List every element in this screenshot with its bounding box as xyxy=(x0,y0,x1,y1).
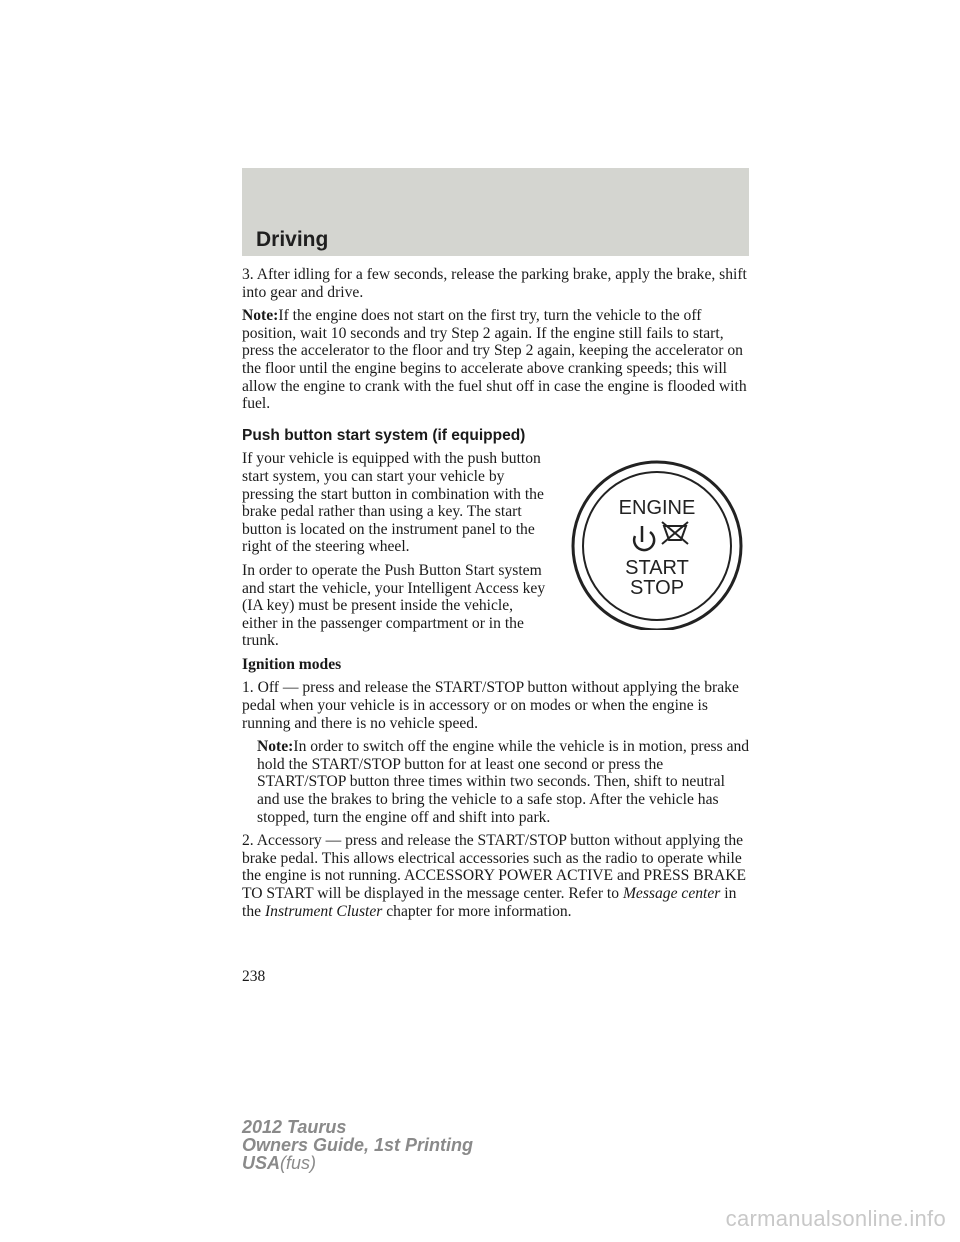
accessory-text-b: in the xyxy=(242,885,737,920)
footer-line-3 xyxy=(242,1154,473,1172)
section-title: Driving xyxy=(256,228,329,251)
mode-accessory-paragraph xyxy=(242,832,750,920)
motion-note-text: In order to switch off the engine while the vehicle is in motion, press and hold the START/STOP button for at least one second or press the START/STOP button three times within two seconds. Then, shift to neutral and use the brakes to bring the vehicle to a safe stop. After the vehicle has stopped, turn the engine off and shift into park. xyxy=(257,738,750,826)
icon-label-stop: STOP xyxy=(629,577,685,600)
instrument-cluster-ref: Instrument Cluster xyxy=(264,902,383,920)
page-body xyxy=(242,266,750,926)
message-center-ref: Message center xyxy=(622,885,721,902)
document-footer xyxy=(242,1118,473,1172)
page-number: 238 xyxy=(242,968,266,985)
note-text: If the engine does not start on the first try, turn the vehicle to the off position, wait 10 seconds and try Step 2 again. If the engine still fails to start, press the accelerator to the floor and try Step 2 again, keeping the accelerator on the floor until the engine begins to accelerate above cranking speeds; this will allow the engine to crank with the fuel shut off in case the engine is flooded with fuel. xyxy=(242,307,747,413)
engine-start-stop-button-icon xyxy=(560,460,750,630)
footer-region: USA xyxy=(242,1153,281,1173)
ignition-modes-heading xyxy=(242,656,750,674)
motion-note-paragraph xyxy=(242,738,750,826)
icon-label-start: START xyxy=(625,557,689,580)
motion-note-label: Note: xyxy=(257,738,294,756)
icon-label-engine: ENGINE xyxy=(618,497,696,520)
ignition-modes-label: Ignition modes xyxy=(242,655,342,673)
step-3-paragraph: 3. After idling for a few seconds, release the parking brake, apply the brake, shift into gear and drive. xyxy=(242,266,747,301)
note-label: Note: xyxy=(242,307,279,325)
watermark: carmanualsonline.info xyxy=(725,1206,946,1231)
footer-region-code: (fus) xyxy=(280,1153,317,1173)
push-button-heading: Push button start system (if equipped) xyxy=(242,426,526,444)
push-button-paragraph-2: In order to operate the Push Button Start system and start the vehicle, your Intelligent Access key (IA key) must be present inside the vehicle, either in the passenger compartment or in the trunk. xyxy=(242,561,546,650)
footer-line-2: Owners Guide, 1st Printing xyxy=(242,1135,474,1155)
accessory-text-c: chapter for more information. xyxy=(382,902,572,920)
note-paragraph xyxy=(242,307,750,413)
footer-line-1: 2012 Taurus xyxy=(242,1117,347,1137)
mode-off-paragraph: 1. Off — press and release the START/STOP button without applying the brake pedal when your vehicle is in accessory or on modes or when the engine is running and there is no vehicle speed. xyxy=(242,679,739,732)
accessory-text-a: 2. Accessory — press and release the START/STOP button without applying the brake pedal. This allows electrical accessories such as the radio to operate while the engine is not running. ACCESSORY POWER ACTIVE and PRESS BRAKE TO START will be displayed in the message center. Refer to xyxy=(242,832,747,902)
push-button-paragraph-1: If your vehicle is equipped with the push button start system, you can start your vehicle by pressing the start button in combination with the brake pedal rather than using a key. The start button is located on the instrument panel to the right of the steering wheel. xyxy=(242,450,544,556)
